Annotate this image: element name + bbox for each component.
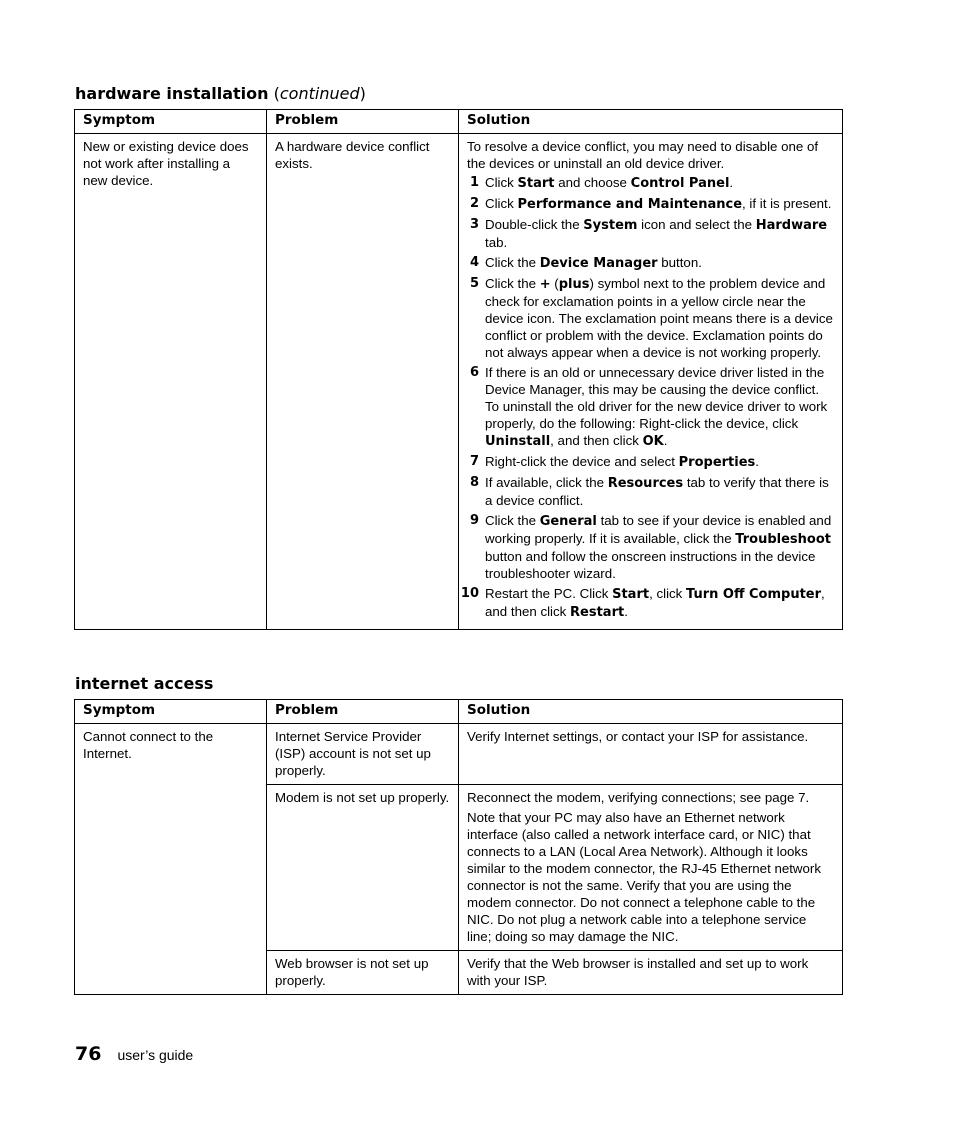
step-emphasis: Control Panel	[630, 176, 730, 191]
column-header-problem: Problem	[267, 110, 459, 134]
step-number: 7	[469, 454, 479, 469]
step-text: button and follow the onscreen instructions in the device troubleshooter wizard.	[485, 549, 816, 581]
step-emphasis: Uninstall	[485, 434, 551, 449]
solution-cell	[459, 724, 843, 785]
step-text: Click	[485, 196, 518, 211]
step-text: .	[729, 175, 734, 190]
hardware-section-title: hardware installation (continued)	[75, 84, 366, 103]
solution-step	[467, 512, 834, 582]
step-emphasis: Properties	[678, 455, 756, 470]
step-number: 9	[469, 513, 479, 528]
solution-step	[467, 195, 834, 213]
solution-steps	[460, 174, 834, 621]
step-text: Restart the PC. Click	[485, 586, 613, 601]
step-emphasis: Resources	[607, 476, 684, 491]
solution-text: Verify that the Web browser is installed and set up to work with your ISP.	[467, 956, 809, 988]
problem-cell: Internet Service Provider (ISP) account is not set up properly.	[267, 724, 459, 785]
solution-step	[467, 364, 834, 450]
column-header-solution: Solution	[459, 110, 843, 134]
step-number: 6	[469, 365, 479, 380]
solution-step	[467, 174, 834, 192]
problem-cell: Modem is not set up properly.	[267, 785, 459, 951]
hardware-table	[74, 109, 843, 630]
step-emphasis: Restart	[570, 605, 625, 620]
solution-text: Verify Internet settings, or contact your ISP for assistance.	[467, 729, 809, 744]
step-text: .	[755, 454, 759, 469]
solution-cell	[459, 951, 843, 995]
step-emphasis: Troubleshoot	[735, 532, 831, 547]
step-number: 5	[469, 276, 479, 291]
solution-step	[460, 585, 834, 621]
step-text: .	[663, 433, 668, 448]
table-header-row	[75, 700, 843, 724]
step-emphasis: +	[539, 277, 551, 292]
problem-cell: Web browser is not set up properly.	[267, 951, 459, 995]
step-emphasis: Start	[517, 176, 555, 191]
table-row	[75, 134, 843, 630]
step-emphasis: plus	[558, 277, 590, 292]
step-emphasis: Start	[612, 587, 650, 602]
solution-cell	[459, 785, 843, 951]
step-text: , if it is present.	[742, 196, 832, 211]
step-emphasis: Turn Off Computer	[686, 587, 822, 602]
step-emphasis: General	[539, 514, 597, 529]
symptom-cell: New or existing device does not work after installing a new device.	[75, 134, 267, 630]
step-text: , and then click	[485, 586, 825, 619]
step-text: , and then click	[550, 433, 643, 448]
step-text: , click	[649, 586, 687, 601]
step-text: Double-click the	[485, 217, 584, 232]
solution-step	[467, 254, 834, 272]
step-text: tab to verify that there is a device conflict.	[485, 475, 829, 508]
step-text: .	[624, 604, 628, 619]
column-header-problem: Problem	[267, 700, 459, 724]
step-text: tab.	[485, 235, 508, 250]
step-number: 2	[469, 196, 479, 211]
solution-cell	[459, 134, 843, 630]
step-text: Click the	[485, 513, 540, 528]
problem-cell: A hardware device conflict exists.	[267, 134, 459, 630]
step-text: ) symbol next to the problem device and check for exclamation points in a yellow circle near the device icon. The exclamation point means there is a device conflict or problem with the device. Exclamation points do not always appear when a device is not working properly.	[485, 276, 833, 360]
solution-step	[467, 474, 834, 509]
step-emphasis: Performance and Maintenance	[517, 197, 743, 212]
step-text: Right-click the device and select	[485, 454, 679, 469]
column-header-symptom: Symptom	[75, 110, 267, 134]
step-text: Click the	[485, 255, 540, 270]
step-text: icon and select the	[637, 217, 756, 232]
step-emphasis: System	[583, 218, 638, 233]
solution-intro: To resolve a device conflict, you may need to disable one of the devices or uninstall an old device driver.	[467, 139, 819, 171]
step-text: tab to see if your device is enabled and working properly. If it is available, click the	[485, 513, 832, 546]
column-header-symptom: Symptom	[75, 700, 267, 724]
step-text: button.	[657, 255, 702, 270]
solution-step	[467, 453, 834, 471]
step-emphasis: OK	[642, 434, 664, 449]
step-text: Click the	[485, 276, 540, 291]
step-number: 3	[469, 217, 479, 232]
step-emphasis: Hardware	[755, 218, 828, 233]
solution-step	[467, 275, 834, 361]
internet-table	[74, 699, 843, 995]
symptom-cell: Cannot connect to the Internet.	[75, 724, 267, 995]
solution-text: Note that your PC may also have an Ethernet network interface (also called a network interface card, or NIC) that connects to a LAN (Local Area Network). Although it looks similar to the modem connector, the RJ-45 Ethernet network connector is not the same. Verify that you are using the modem connector. Do not connect a telephone cable to the NIC. Do not plug a network cable into a telephone service line; doing so may damage the NIC.	[467, 810, 822, 944]
step-text: If there is an old or unnecessary device driver listed in the Device Manager, this may be causing the device conflict. To uninstall the old driver for the new device driver to work properly, do the following: Right-click the device, click	[485, 365, 828, 431]
step-text: (	[550, 276, 559, 291]
page-footer	[75, 1043, 193, 1065]
step-number: 4	[469, 255, 479, 270]
step-text: If available, click the	[485, 475, 608, 490]
step-text: and choose	[554, 175, 631, 190]
step-number: 8	[469, 475, 479, 490]
column-header-solution: Solution	[459, 700, 843, 724]
table-row	[75, 724, 843, 785]
solution-text: Reconnect the modem, verifying connections; see page 7.	[467, 790, 810, 805]
table-header-row	[75, 110, 843, 134]
step-text: Click	[485, 175, 518, 190]
page-number: 76	[75, 1043, 102, 1065]
solution-step	[467, 216, 834, 251]
footer-label: user’s guide	[117, 1047, 194, 1063]
internet-section-title: internet access	[75, 674, 214, 693]
step-number: 10	[460, 586, 479, 601]
step-emphasis: Device Manager	[539, 256, 658, 271]
step-number: 1	[469, 175, 479, 190]
